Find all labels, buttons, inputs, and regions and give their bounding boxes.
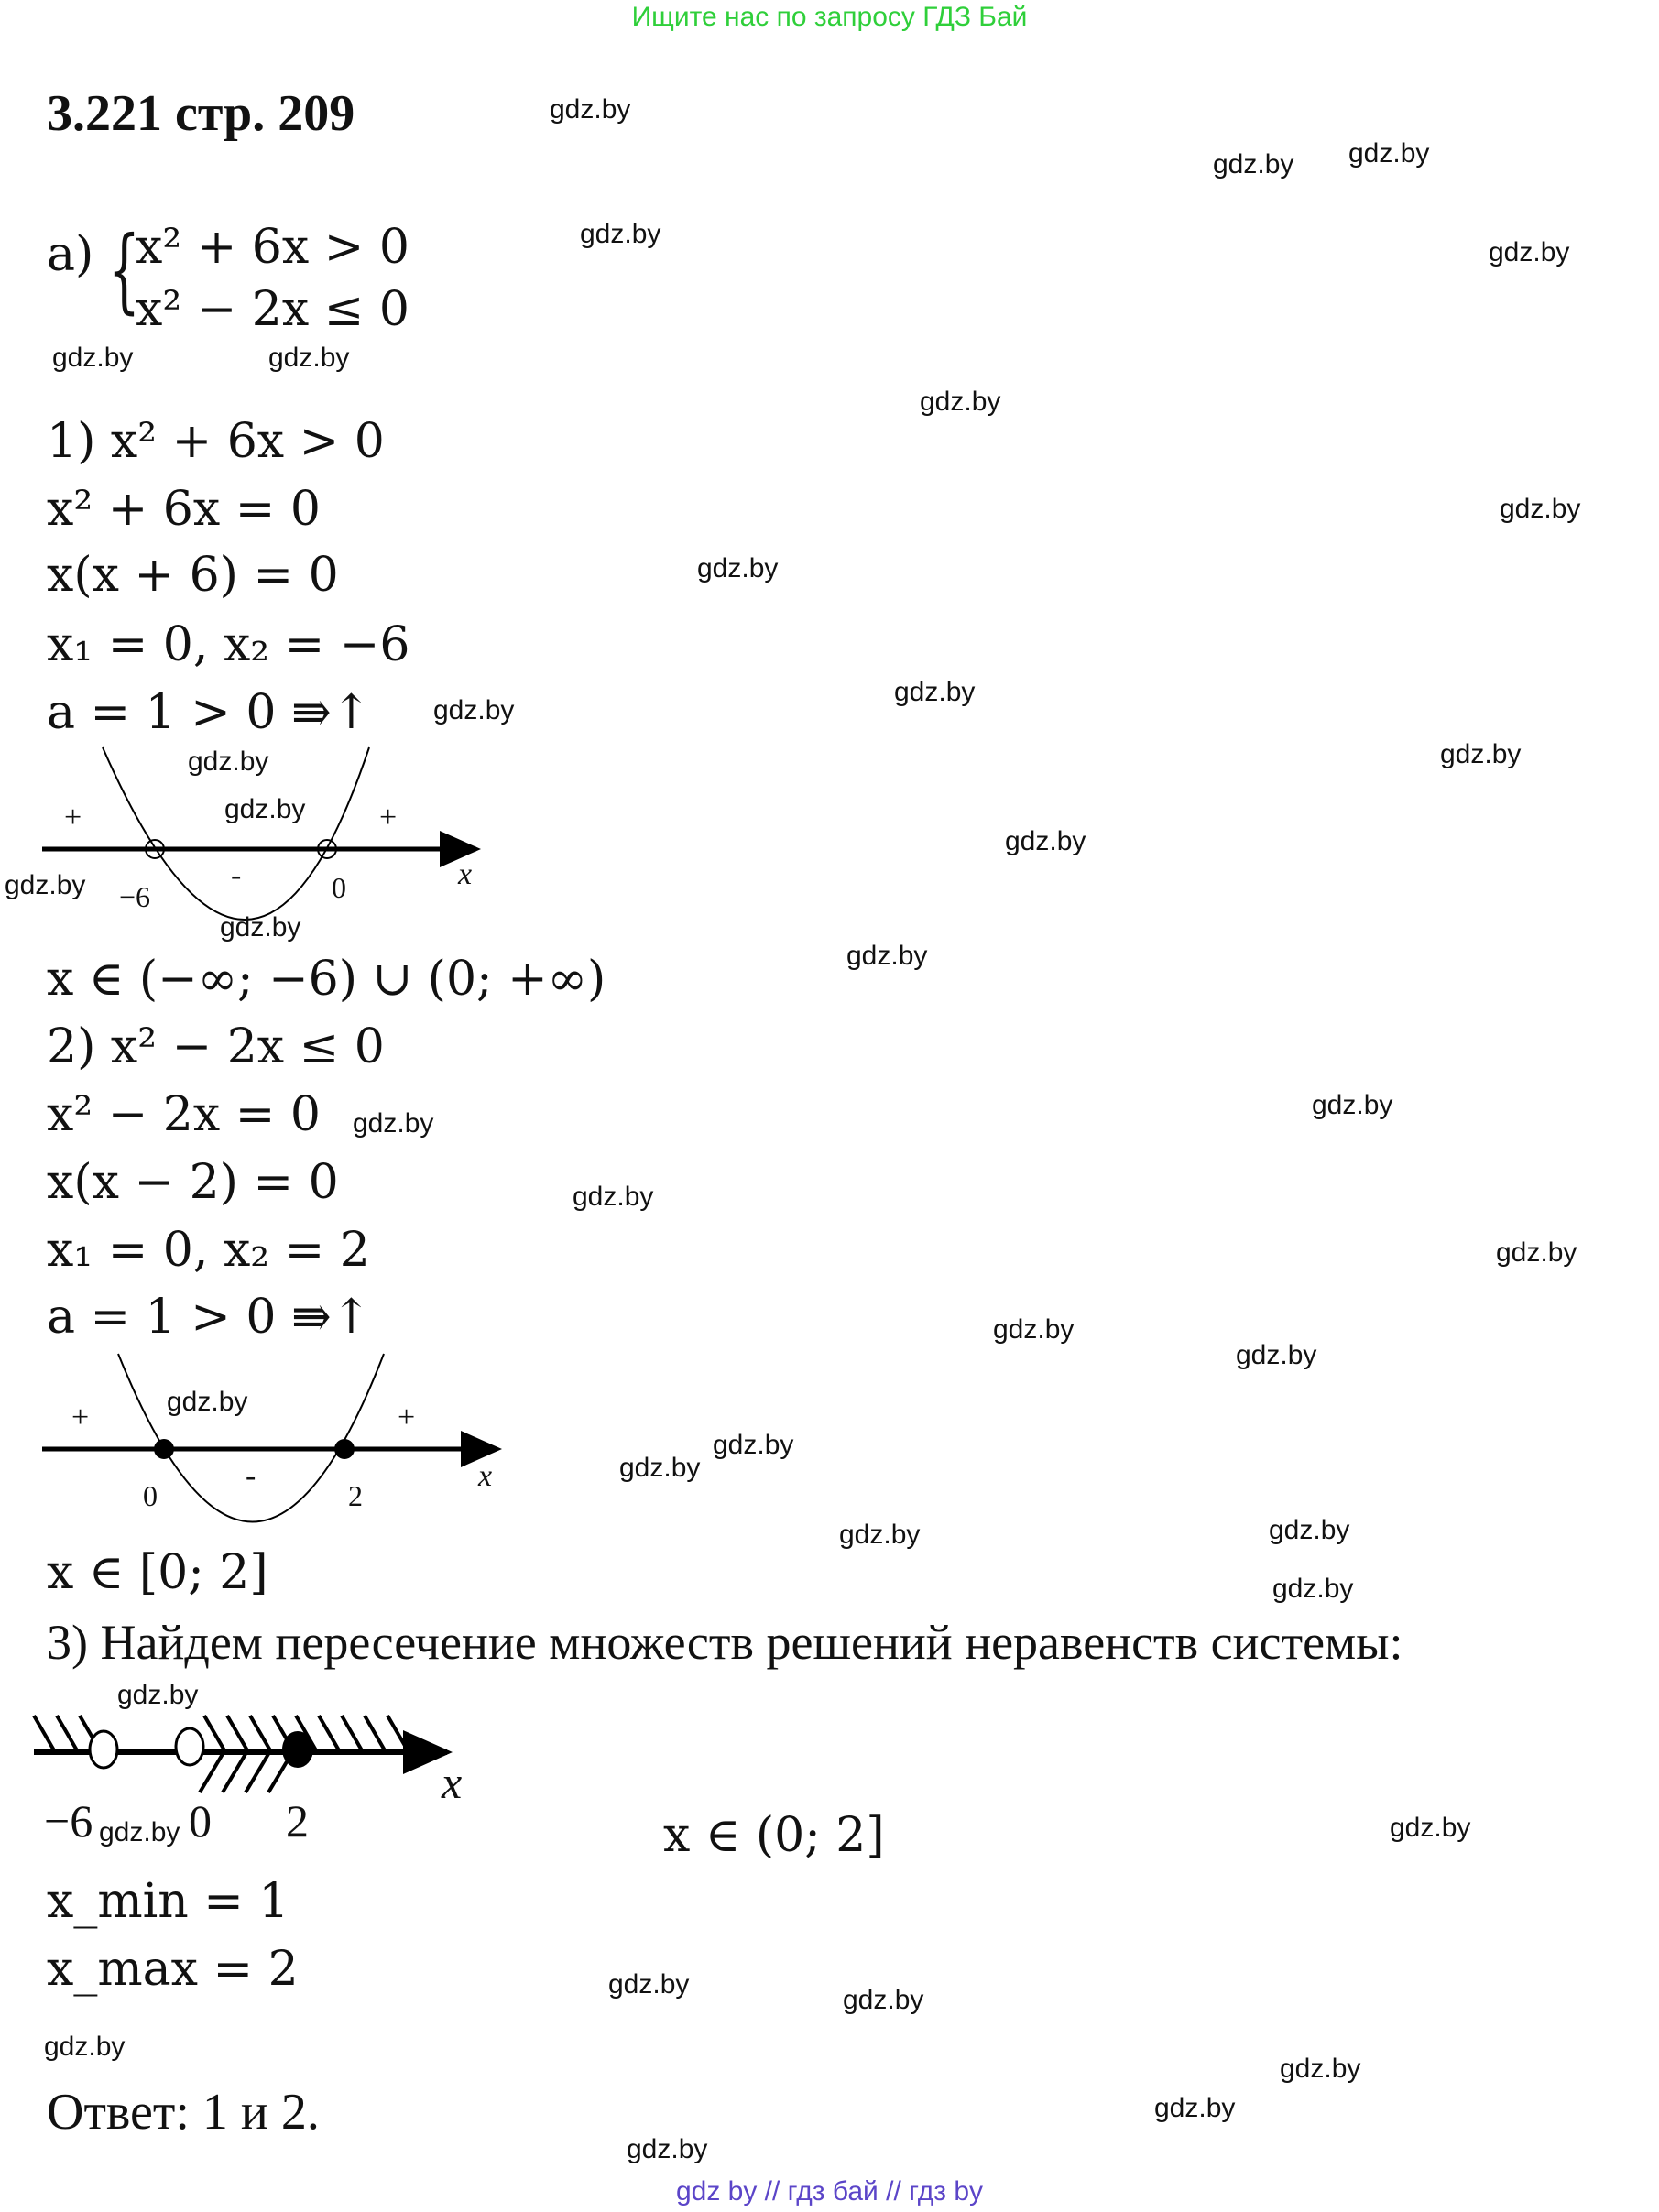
hatch-mark [387, 1716, 408, 1750]
axis-label: x [442, 1757, 463, 1808]
sign-label: - [246, 1459, 256, 1493]
watermark: gdz.by [353, 1108, 434, 1139]
watermark: gdz.by [573, 1182, 654, 1212]
watermark: gdz.by [1272, 1574, 1354, 1604]
system-line-2: x² − 2x ≤ 0 [136, 282, 409, 337]
system-brace: { [108, 216, 140, 323]
answer: Ответ: 1 и 2. [47, 2084, 320, 2141]
sign-label: + [64, 801, 82, 834]
filled-point [154, 1439, 174, 1459]
watermark: gdz.by [619, 1453, 701, 1483]
watermark: gdz.by [627, 2134, 708, 2164]
watermark: gdz.by [713, 1430, 794, 1460]
result-3: x ∈ (0; 2] [663, 1808, 885, 1863]
step2-line: a = 1 > 0 ⇛↑ [47, 1290, 372, 1345]
hatch-mark [342, 1716, 362, 1750]
hatch-mark [223, 1754, 246, 1792]
page-title: 3.221 стр. 209 [47, 85, 355, 142]
sign-label: + [71, 1400, 90, 1434]
watermark: gdz.by [1154, 2093, 1236, 2123]
step2-line: x(x − 2) = 0 [47, 1155, 339, 1210]
watermark: gdz.by [224, 794, 306, 824]
hatch-mark [57, 1716, 77, 1750]
watermark: gdz.by [839, 1520, 921, 1550]
watermark: gdz.by [117, 1680, 199, 1710]
step1-line: x(x + 6) = 0 [47, 548, 339, 603]
watermark: gdz.by [268, 343, 350, 373]
result-1: x ∈ (−∞; −6) ∪ (0; +∞) [47, 952, 606, 1007]
watermark: gdz.by [697, 553, 779, 583]
hatch-mark [204, 1716, 224, 1750]
watermark: gdz.by [1312, 1090, 1393, 1120]
watermark: gdz.by [993, 1314, 1075, 1345]
watermark: gdz.by [894, 677, 976, 707]
step2-line: x₁ = 0, x₂ = 2 [47, 1223, 370, 1278]
step1-line: x² + 6x = 0 [47, 482, 321, 537]
tick-label: 0 [332, 871, 346, 904]
step1-line: 1) x² + 6x > 0 [47, 414, 385, 469]
watermark: gdz.by [843, 1985, 924, 2015]
watermark: gdz.by [1440, 739, 1522, 769]
sign-label: - [231, 858, 242, 892]
watermark: gdz.by [1500, 494, 1581, 524]
watermark: gdz.by [52, 343, 134, 373]
tick-label: 2 [286, 1795, 309, 1847]
hatch-mark [365, 1716, 385, 1750]
tick-label: −6 [119, 880, 151, 913]
footer-links[interactable]: gdz by // гдз бай // гдз by [675, 2176, 984, 2207]
watermark: gdz.by [5, 870, 86, 900]
result-2: x ∈ [0; 2] [47, 1545, 268, 1600]
watermark: gdz.by [846, 941, 928, 971]
watermark: gdz.by [220, 912, 301, 943]
parabola [118, 1354, 384, 1522]
watermark: gdz.by [1280, 2054, 1361, 2084]
system-label: а) [47, 227, 94, 282]
hatch-mark [246, 1754, 268, 1792]
axis-label: x [458, 857, 473, 891]
tick-label: −6 [44, 1795, 93, 1847]
watermark: gdz.by [580, 219, 661, 249]
step2-line: 2) x² − 2x ≤ 0 [47, 1019, 385, 1074]
system-line-1: x² + 6x > 0 [136, 220, 409, 275]
watermark: gdz.by [1236, 1340, 1317, 1370]
watermark: gdz.by [1269, 1515, 1350, 1545]
watermark: gdz.by [188, 746, 269, 777]
watermark: gdz.by [1496, 1237, 1577, 1268]
sign-label: + [398, 1400, 416, 1434]
x-max: x_max = 2 [47, 1942, 299, 1997]
hatch-mark [250, 1716, 270, 1750]
watermark: gdz.by [44, 2032, 126, 2062]
step1-line: a = 1 > 0 ⇛↑ [47, 685, 372, 740]
tick-label: 0 [189, 1795, 212, 1847]
hatch-mark [34, 1716, 54, 1750]
tick-label: 0 [143, 1479, 158, 1512]
watermark: gdz.by [608, 1969, 690, 2000]
axis-label: x [478, 1459, 493, 1493]
watermark: gdz.by [1390, 1813, 1471, 1843]
open-point [176, 1728, 203, 1765]
watermark: gdz.by [167, 1387, 248, 1417]
step2-line: x² − 2x = 0 [47, 1087, 321, 1142]
filled-point [334, 1439, 355, 1459]
watermark: gdz.by [1005, 826, 1086, 856]
step1-line: x₁ = 0, x₂ = −6 [47, 617, 410, 672]
x-min: x_min = 1 [47, 1874, 289, 1929]
watermark: gdz.by [550, 94, 631, 125]
hatch-mark [200, 1754, 223, 1792]
sign-label: + [379, 801, 398, 834]
watermark: gdz.by [920, 387, 1001, 417]
hatch-mark [227, 1716, 247, 1750]
watermark: gdz.by [1348, 138, 1430, 169]
watermark: gdz.by [99, 1817, 180, 1847]
site-header-link[interactable]: Ищите нас по запросу ГДЗ Бай [631, 2, 1028, 32]
step3-heading: 3) Найдем пересечение множеств решений неравенств системы: [47, 1615, 1403, 1670]
watermark: gdz.by [1213, 149, 1294, 180]
watermark: gdz.by [433, 695, 515, 725]
tick-label: 2 [348, 1479, 363, 1512]
filled-point [282, 1731, 313, 1768]
graph-2 [42, 1354, 497, 1522]
open-point [90, 1731, 117, 1768]
hatch-mark [319, 1716, 339, 1750]
watermark: gdz.by [1489, 237, 1570, 267]
